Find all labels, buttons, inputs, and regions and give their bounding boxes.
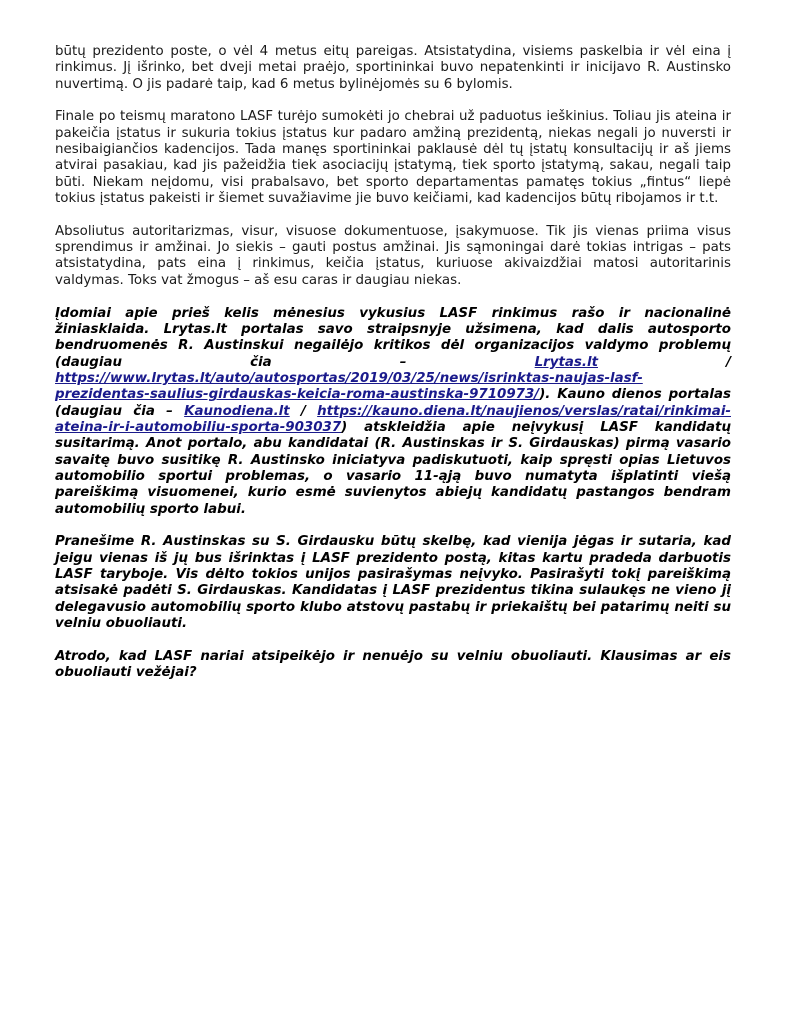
paragraph-statute-changes: Finale po teismų maratono LASF turėjo sumokėti jo chebrai už paduotus ieškinius. Toliau jis ateina ir pakeičia įstatus ir sukuria tokius įstatus kur padaro amžiną prezidentą, niekas negali jo nuversti ir nesibaigiančios kadencijos. Tada manęs sportininkai paklausė dėl tų įstatų konsultacijų ir aš jiems atvirai pasakiau, kad jis pažeidžia tiek asociacijų įstatymą, tiek sporto įstatymą, sakau, negali taip būti. Niekam neįdomu, visi prabalsavo, bet sporto departamentas pamatęs tokius „fintus“ liepė tokius įstatus pakeisti ir šiemet suvažiavime jie buvo keičiami, kad kadencijos būtų ribojamos ir t.t. xyxy=(55,109,731,207)
paragraph-media-coverage xyxy=(55,306,731,518)
paragraph-closing-question: Atrodo, kad LASF nariai atsipeikėjo ir nenuėjo su velniu obuoliauti. Klausimas ar eis obuoliauti vežėjai? xyxy=(55,648,731,681)
text-segment: / xyxy=(289,403,318,419)
text-segment: / xyxy=(597,354,731,370)
paragraph-presidency-terms: būtų prezidento poste, o vėl 4 metus eitų pareigas. Atsistatydina, visiems paskelbia ir vėl eina į rinkimus. Jį išrinko, bet dveji metai praėjo, sportininkai buvo nepatenkinti ir inicijavo R. Austinsko nuvertimą. O jis padarė taip, kad 6 metus bylinėjomės su 6 bylomis. xyxy=(55,44,731,92)
link-lrytas-article-url[interactable]: https://www.lrytas.lt/auto/autosportas/2019/03/25/news/isrinktas-naujas-lasf-prezidentas-saulius-girdauskas-keicia-roma-austinska-9710973/ xyxy=(55,370,643,403)
text-segment: ) atskleidžia apie neįvykusį LASF kandidatų susitarimą. Anot portalo, abu kandidatai (R. Austinskas ir S. Girdauskas) pirmą vasario savaitę buvo susitikę R. Austinsko iniciatyva padiskutuoti, kaip spręsti opias Lietuvos automobilio sportui problemas, o vasario 11-ąją buvo numatyta išplatinti viešą pareiškimą visuomenei, kurio esmė suvienytos abiejų kandidatų pastangos bendram automobilių sporto labui. xyxy=(55,419,731,517)
text-segment: Įdomiai apie prieš kelis mėnesius vykusius LASF rinkimus rašo ir nacionalinė žiniasklaida. Lrytas.lt portalas savo straipsnyje užsimena, kad dalis autosporto bendruomenės R. Austinskui negailėjo kritikos dėl organizacijos valdymo problemų (daugiau čia – xyxy=(55,305,731,370)
paragraph-authoritarianism: Absoliutus autoritarizmas, visur, visuose dokumentuose, įsakymuose. Tik jis vienas priima visus sprendimus ir amžinai. Jo siekis – gauti postus amžinai. Jis sąmoningai darė tokias intrigas – pats atsistatydina, pats eina į rinkimus, keičia įstatus, kuriuose akivaizdžiai matosi autoritarinis valdymas. Toks vat žmogus – aš esu caras ir daugiau niekas. xyxy=(55,223,731,288)
link-kaunodiena[interactable]: Kaunodiena.lt xyxy=(184,403,290,419)
link-lrytas[interactable]: Lrytas.lt xyxy=(534,354,598,370)
text-segment: ). Kauno dienos portalas (daugiau čia – xyxy=(55,387,731,419)
document-page xyxy=(55,44,731,698)
link-kaunodiena-article-url[interactable]: https://kauno.diena.lt/naujienos/verslas/ratai/rinkimai-ateina-ir-i-automobiliu-sporta-903037 xyxy=(55,403,731,435)
paragraph-failed-agreement: Pranešime R. Austinskas su S. Girdausku būtų skelbę, kad vienija jėgas ir sutaria, kad jeigu vienas iš jų bus išrinktas į LASF prezidento postą, kitas kartu pradeda darbuotis LASF taryboje. Vis dėlto tokios unijos pasirašymas neįvyko. Pasirašyti tokį pareiškimą atsisakė padėti S. Girdauskas. Kandidatas į LASF prezidentus tikina sulaukęs ne vieno jį delegavusio automobilių sporto klubo atstovų pastabų ir priekaištų bei patarimų neiti su velniu obuoliauti. xyxy=(55,534,731,632)
